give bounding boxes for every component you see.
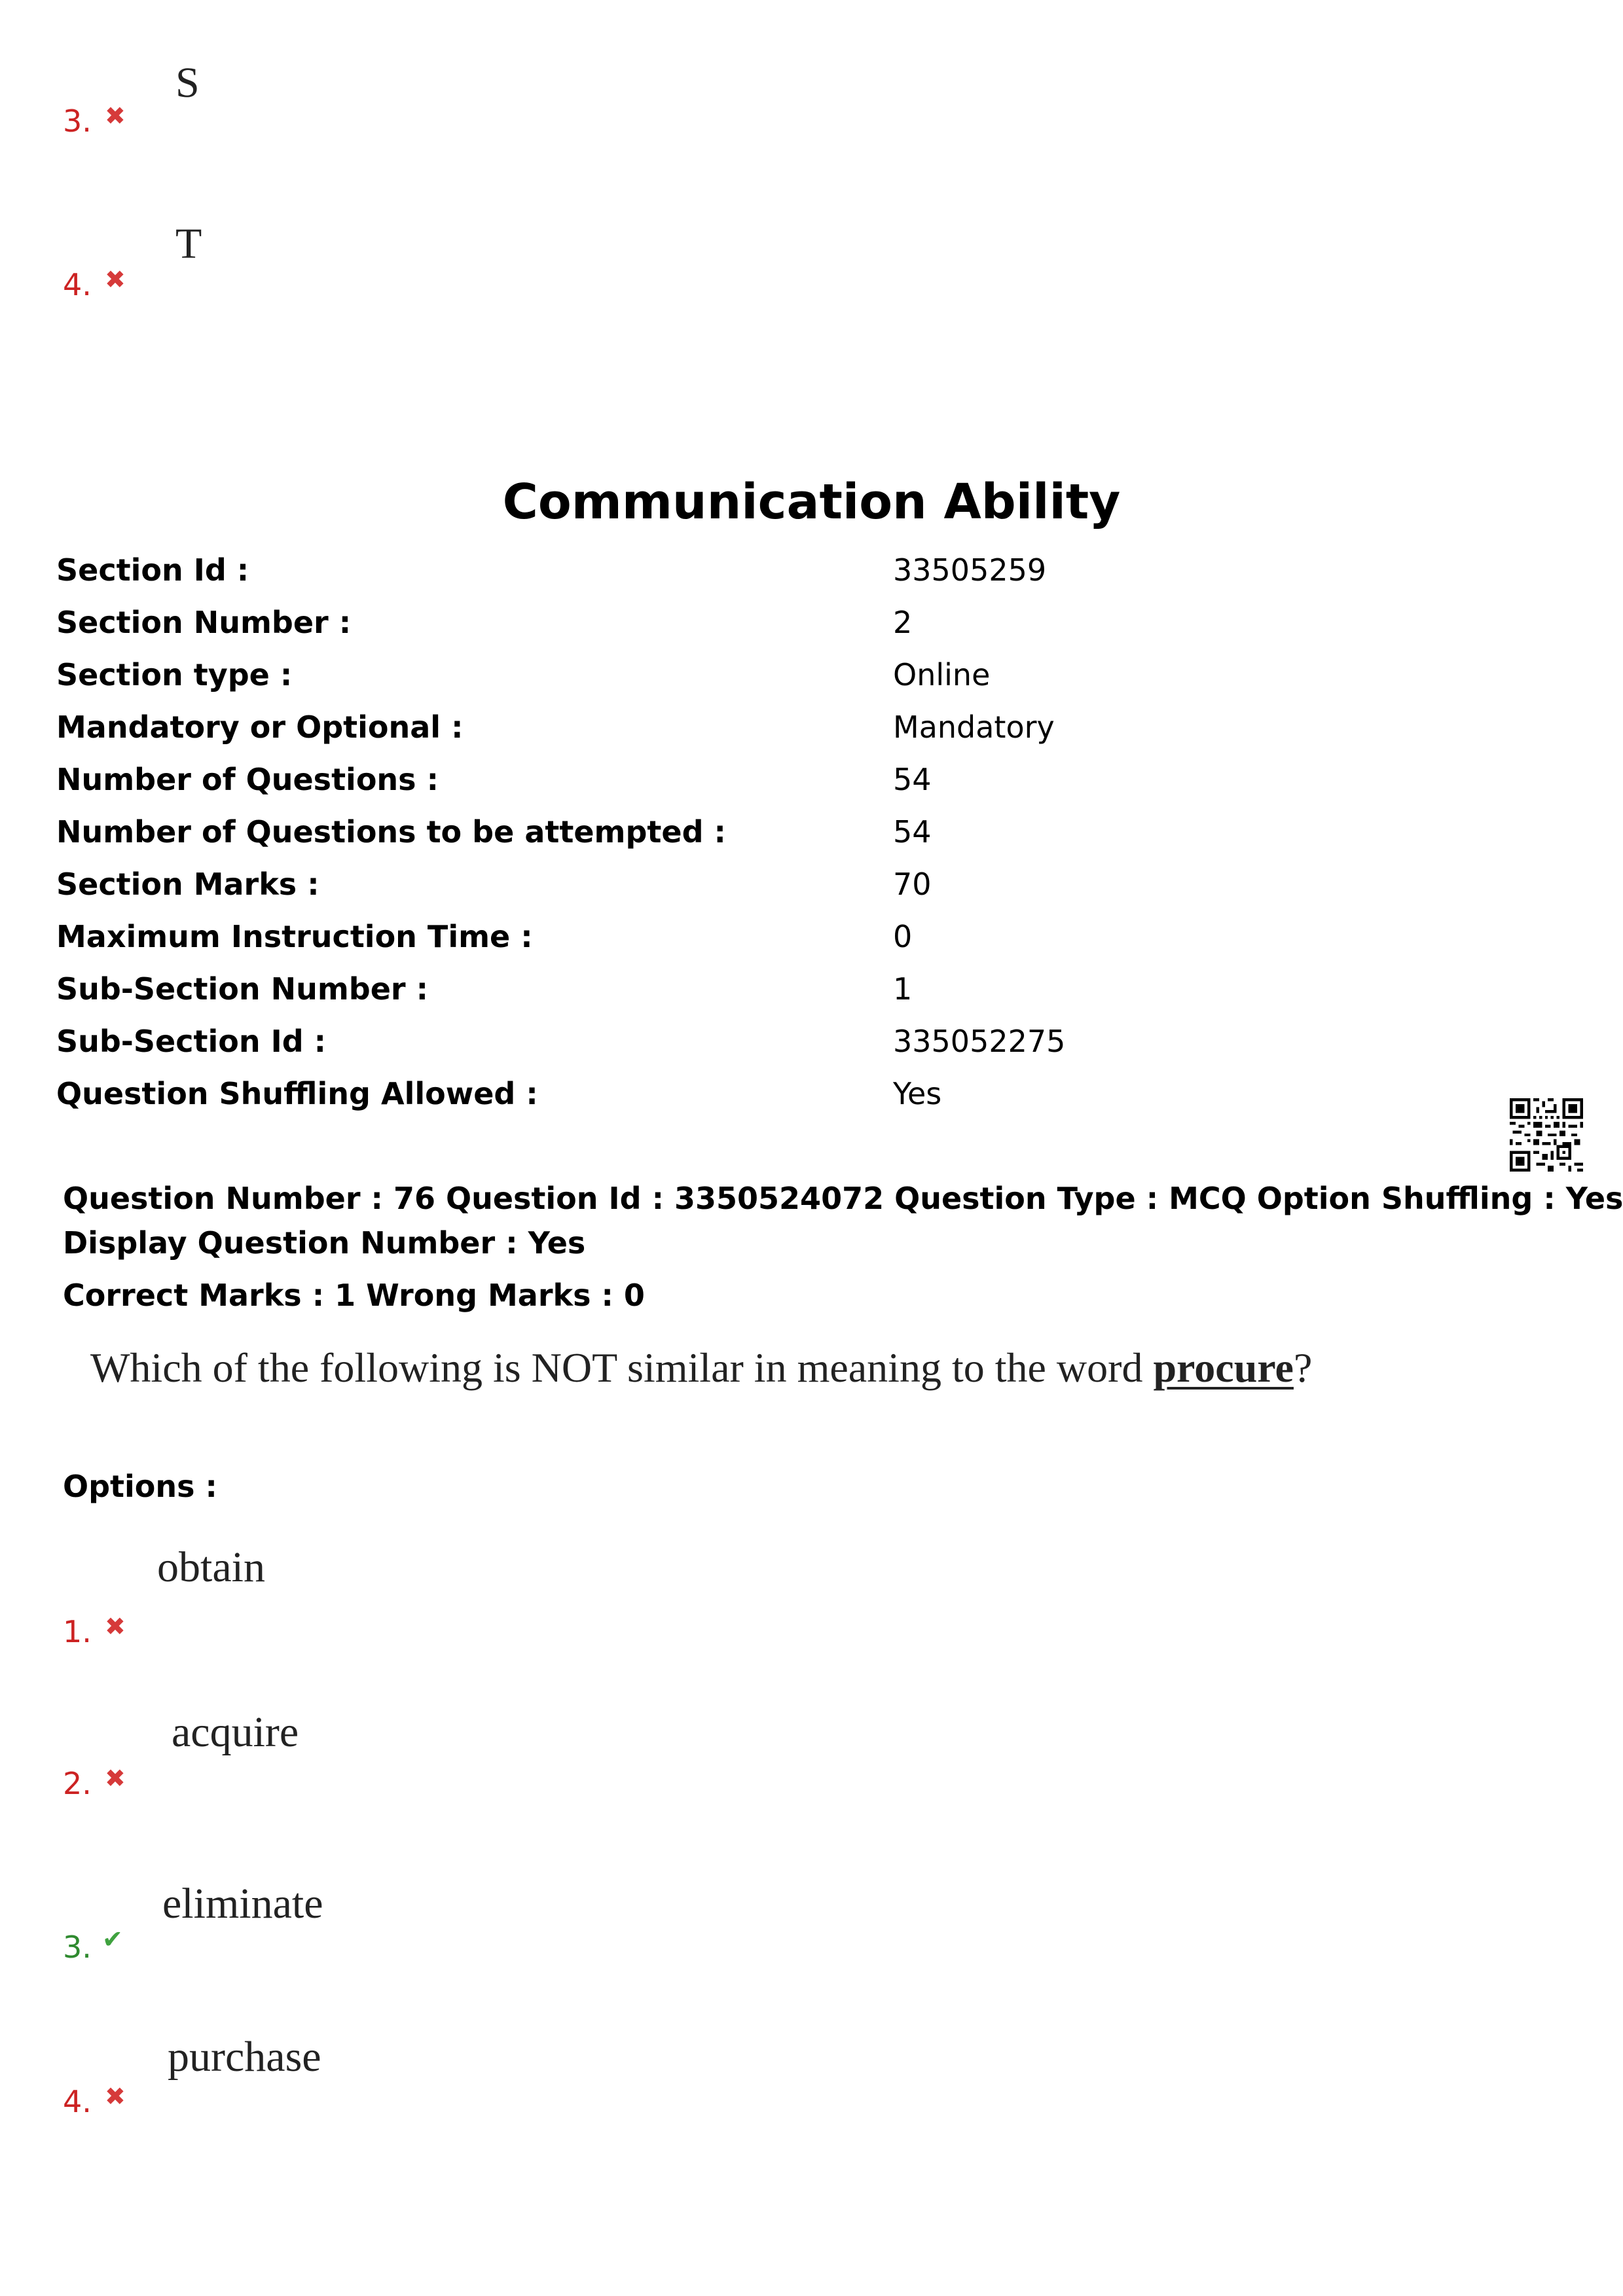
question-text-end: ? [1293, 1344, 1313, 1391]
info-label: Section Marks : [56, 867, 319, 902]
info-value: 1 [893, 971, 913, 1007]
info-label: Section Number : [56, 605, 352, 640]
info-label: Maximum Instruction Time : [56, 919, 533, 954]
question-meta-line: Question Number : 76 Question Id : 3350524072 Question Type : MCQ Option Shuffling : Yes [63, 1181, 1623, 1216]
option-number: 2. [63, 1766, 92, 1801]
option-number: 4. [63, 267, 92, 302]
info-row-section-type [56, 657, 1562, 699]
section-title: Communication Ability [502, 474, 1121, 530]
option-text: S [175, 59, 200, 107]
question-marks: Correct Marks : 1 Wrong Marks : 0 [63, 1278, 645, 1313]
info-row-mandatory [56, 709, 1562, 751]
option-number: 3. [63, 103, 92, 139]
question-text-body: Which of the following is NOT similar in meaning to the word [90, 1344, 1154, 1391]
question-text [90, 1344, 1313, 1391]
info-value: 54 [893, 814, 932, 850]
options-label: Options : [63, 1469, 217, 1504]
info-value: 2 [893, 605, 913, 640]
option-text: obtain [157, 1543, 265, 1591]
option-text: purchase [168, 2033, 321, 2081]
info-label: Sub-Section Number : [56, 971, 429, 1007]
info-label: Question Shuffling Allowed : [56, 1076, 538, 1111]
info-label: Section Id : [56, 552, 249, 588]
info-label: Number of Questions : [56, 762, 439, 797]
info-row-subsection-id [56, 1026, 1562, 1066]
question-keyword: procure [1153, 1344, 1294, 1391]
option-text: T [175, 220, 202, 268]
info-value: Yes [893, 1076, 942, 1111]
qr-code-icon [1510, 1098, 1583, 1172]
info-value: 33505259 [893, 552, 1047, 588]
option-number: 3. [63, 1929, 92, 1965]
info-row-subsection-number [56, 971, 1562, 1013]
info-value: 0 [893, 919, 913, 954]
info-label: Mandatory or Optional : [56, 709, 464, 745]
info-value: 70 [893, 867, 932, 902]
info-label: Sub-Section Id : [56, 1024, 327, 1059]
option-number: 4. [63, 2084, 92, 2119]
info-label: Number of Questions to be attempted : [56, 814, 726, 850]
info-row-shuffling [56, 1076, 1562, 1118]
info-label: Section type : [56, 657, 293, 692]
option-number: 1. [63, 1614, 92, 1649]
info-row-section-number [56, 607, 1562, 647]
cross-mark-icon: ✖ [105, 1612, 126, 1641]
display-question-number: Display Question Number : Yes [63, 1225, 586, 1261]
cross-mark-icon: ✖ [105, 265, 126, 294]
cross-mark-icon: ✖ [105, 1764, 126, 1793]
info-value: Mandatory [893, 709, 1055, 745]
option-text: acquire [172, 1708, 299, 1756]
info-value: Online [893, 657, 991, 692]
info-row-question-count [56, 764, 1562, 804]
info-value: 54 [893, 762, 932, 797]
info-row-instruction-time [56, 919, 1562, 961]
info-row-questions-attempted [56, 814, 1562, 856]
info-value: 335052275 [893, 1024, 1066, 1059]
info-row-section-marks [56, 869, 1562, 908]
check-mark-icon: ✔ [102, 1925, 123, 1954]
cross-mark-icon: ✖ [105, 101, 126, 130]
cross-mark-icon: ✖ [105, 2082, 126, 2111]
info-row-section-id [56, 552, 1562, 594]
option-text: eliminate [162, 1880, 323, 1928]
